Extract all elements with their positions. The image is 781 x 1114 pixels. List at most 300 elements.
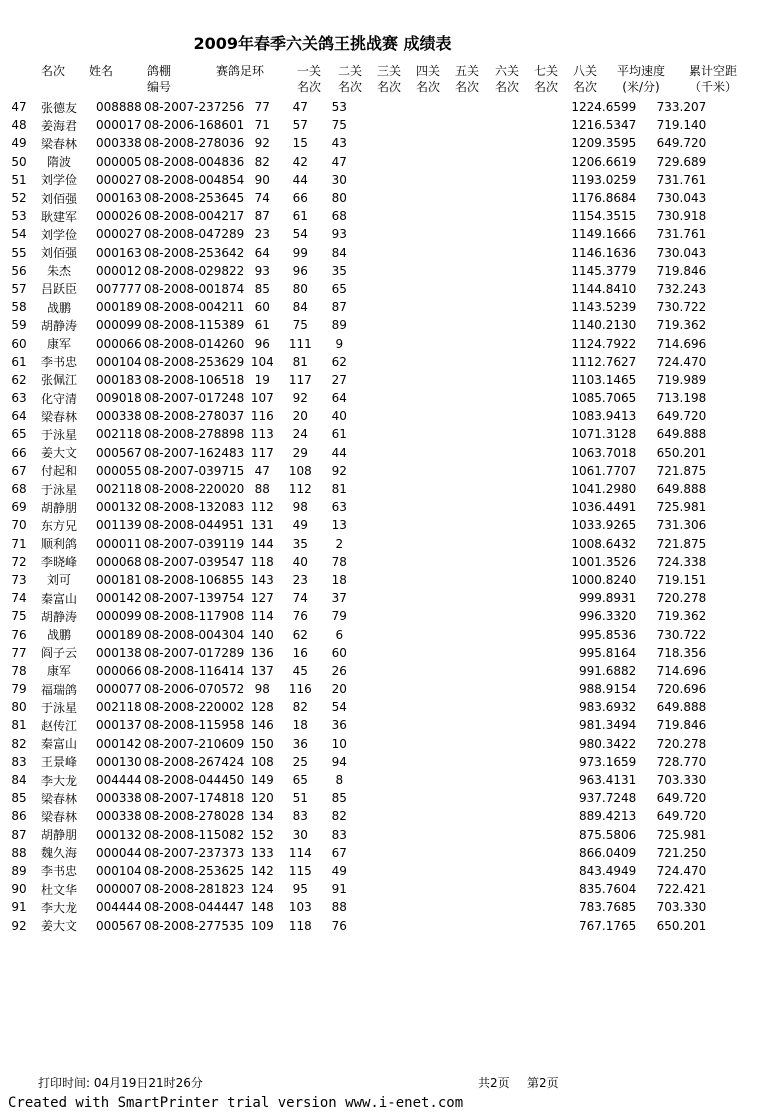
cell-speed: 843.4949 bbox=[579, 863, 637, 878]
cell-r3: 18 bbox=[331, 572, 347, 587]
cell-spacer bbox=[358, 498, 556, 516]
cell-r1: 150 bbox=[250, 736, 274, 751]
cell-r1: 134 bbox=[250, 809, 274, 824]
cell-r1: 98 bbox=[254, 682, 270, 697]
cell-rank: 86 bbox=[11, 809, 27, 824]
cell-rank: 48 bbox=[11, 118, 27, 133]
cell-spacer bbox=[80, 189, 96, 207]
table-row bbox=[0, 298, 706, 316]
cell-rank: 81 bbox=[11, 718, 27, 733]
cell-dist: 650.201 bbox=[656, 918, 707, 933]
cell-dist: 649.720 bbox=[656, 409, 707, 424]
cell-name: 耿建军 bbox=[40, 209, 77, 224]
cell-dist: 719.362 bbox=[656, 609, 707, 624]
cell-dist: 731.306 bbox=[656, 518, 707, 533]
table-row bbox=[0, 153, 706, 171]
cell-spacer bbox=[80, 371, 96, 389]
cell-ring: 08-2007-039715 bbox=[144, 463, 245, 478]
cell-spacer bbox=[80, 353, 96, 371]
cell-spacer bbox=[80, 589, 96, 607]
cell-r3: 93 bbox=[331, 227, 347, 242]
cell-ring: 08-2008-044447 bbox=[144, 900, 245, 915]
cell-name: 李大龙 bbox=[40, 900, 77, 915]
cell-speed: 981.3494 bbox=[579, 718, 637, 733]
cell-r3: 80 bbox=[331, 191, 347, 206]
print-time: 打印时间: 04月19日21时26分 bbox=[38, 1076, 203, 1090]
table-row bbox=[0, 698, 706, 716]
table-row bbox=[0, 189, 706, 207]
cell-speed: 1176.8684 bbox=[571, 191, 637, 206]
cell-spacer bbox=[80, 225, 96, 243]
cell-r1: 133 bbox=[250, 845, 274, 860]
cell-spacer bbox=[358, 244, 556, 262]
cell-loft: 000138 bbox=[96, 645, 142, 660]
cell-r3: 94 bbox=[331, 754, 347, 769]
cell-r1: 108 bbox=[250, 754, 274, 769]
cell-r1: 60 bbox=[254, 300, 270, 315]
cell-spacer bbox=[358, 444, 556, 462]
table-row bbox=[0, 280, 706, 298]
cell-rank: 65 bbox=[11, 427, 27, 442]
cell-r3: 64 bbox=[331, 391, 347, 406]
cell-r1: 71 bbox=[254, 118, 270, 133]
cell-rank: 66 bbox=[11, 445, 27, 460]
cell-loft: 000017 bbox=[96, 118, 142, 133]
cell-spacer bbox=[80, 862, 96, 880]
header-round-6: 六关 名次 bbox=[494, 64, 519, 94]
cell-r1: 92 bbox=[254, 136, 270, 151]
cell-r2: 84 bbox=[292, 300, 308, 315]
cell-r3: 60 bbox=[331, 645, 347, 660]
cell-spacer bbox=[80, 698, 96, 716]
cell-rank: 67 bbox=[11, 463, 27, 478]
cell-loft: 000137 bbox=[96, 718, 142, 733]
cell-rank: 63 bbox=[11, 391, 27, 406]
cell-r3: 20 bbox=[331, 682, 347, 697]
cell-ring: 08-2008-044951 bbox=[144, 518, 245, 533]
cell-speed: 973.1659 bbox=[579, 754, 637, 769]
cell-r3: 87 bbox=[331, 300, 347, 315]
cell-ring: 08-2008-115958 bbox=[144, 718, 245, 733]
cell-speed: 1001.3526 bbox=[571, 554, 637, 569]
trial-watermark: Created with SmartPrinter trial version www.i-enet.com bbox=[8, 1095, 464, 1111]
cell-spacer bbox=[80, 262, 96, 280]
cell-name: 康军 bbox=[46, 664, 71, 679]
table-row bbox=[0, 898, 706, 916]
table-row bbox=[0, 826, 706, 844]
cell-speed: 875.5806 bbox=[579, 827, 637, 842]
cell-ring: 08-2008-044450 bbox=[144, 773, 245, 788]
cell-ring: 08-2007-237256 bbox=[144, 100, 245, 115]
table-row bbox=[0, 407, 706, 425]
cell-r1: 146 bbox=[250, 718, 274, 733]
cell-name: 赵传江 bbox=[40, 718, 77, 733]
cell-rank: 64 bbox=[11, 409, 27, 424]
cell-r2: 24 bbox=[292, 427, 308, 442]
header-name: 姓名 bbox=[88, 64, 113, 78]
cell-name: 梁春林 bbox=[40, 409, 77, 424]
cell-r3: 68 bbox=[331, 209, 347, 224]
cell-dist: 729.689 bbox=[656, 154, 707, 169]
cell-loft: 000077 bbox=[96, 682, 142, 697]
cell-speed: 1000.8240 bbox=[571, 572, 637, 587]
cell-r2: 103 bbox=[288, 900, 312, 915]
cell-spacer bbox=[358, 516, 556, 534]
cell-r3: 78 bbox=[331, 554, 347, 569]
cell-name: 阎子云 bbox=[40, 646, 77, 661]
cell-name: 秦富山 bbox=[40, 591, 77, 606]
cell-spacer bbox=[358, 334, 556, 352]
cell-name: 姜大文 bbox=[40, 446, 77, 461]
cell-spacer bbox=[80, 480, 96, 498]
cell-dist: 719.846 bbox=[656, 718, 707, 733]
cell-loft: 000130 bbox=[96, 754, 142, 769]
cell-dist: 719.151 bbox=[656, 572, 707, 587]
cell-r2: 95 bbox=[292, 882, 308, 897]
cell-spacer bbox=[358, 225, 556, 243]
cell-r2: 42 bbox=[292, 154, 308, 169]
cell-name: 吕跃臣 bbox=[40, 282, 77, 297]
cell-r1: 118 bbox=[250, 554, 274, 569]
cell-r1: 152 bbox=[250, 827, 274, 842]
cell-name: 东方兄 bbox=[40, 518, 77, 533]
cell-name: 李书忠 bbox=[40, 864, 77, 879]
header-round-5: 五关 名次 bbox=[454, 64, 479, 94]
cell-speed: 1063.7018 bbox=[571, 445, 637, 460]
cell-dist: 719.989 bbox=[656, 372, 707, 387]
cell-loft: 000163 bbox=[96, 191, 142, 206]
cell-dist: 732.243 bbox=[656, 281, 707, 296]
cell-speed: 1149.1666 bbox=[571, 227, 637, 242]
cell-rank: 69 bbox=[11, 500, 27, 515]
cell-ring: 08-2008-281823 bbox=[144, 882, 245, 897]
cell-dist: 649.888 bbox=[656, 482, 707, 497]
table-row bbox=[0, 662, 706, 680]
cell-spacer bbox=[80, 535, 96, 553]
cell-r2: 49 bbox=[292, 518, 308, 533]
cell-spacer bbox=[80, 389, 96, 407]
cell-ring: 08-2008-004836 bbox=[144, 154, 245, 169]
cell-r3: 2 bbox=[335, 536, 344, 551]
cell-ring: 08-2006-168601 bbox=[144, 118, 245, 133]
table-row bbox=[0, 589, 706, 607]
table-row bbox=[0, 480, 706, 498]
cell-rank: 73 bbox=[11, 572, 27, 587]
cell-rank: 90 bbox=[11, 882, 27, 897]
cell-dist: 703.330 bbox=[656, 900, 707, 915]
cell-r2: 83 bbox=[292, 809, 308, 824]
cell-spacer bbox=[358, 589, 556, 607]
cell-r2: 23 bbox=[292, 572, 308, 587]
cell-name: 胡静朋 bbox=[40, 828, 77, 843]
table-row bbox=[0, 207, 706, 225]
cell-dist: 731.761 bbox=[656, 172, 707, 187]
cell-r2: 36 bbox=[292, 736, 308, 751]
cell-r2: 15 bbox=[292, 136, 308, 151]
cell-ring: 08-2008-115082 bbox=[144, 827, 245, 842]
cell-speed: 1216.5347 bbox=[571, 118, 637, 133]
table-row bbox=[0, 225, 706, 243]
cell-rank: 47 bbox=[11, 100, 27, 115]
page-title: 2009年春季六关鸽王挑战赛 成绩表 bbox=[193, 34, 452, 53]
table-row bbox=[0, 444, 706, 462]
cell-dist: 725.981 bbox=[656, 827, 707, 842]
table-row bbox=[0, 644, 706, 662]
cell-speed: 999.8931 bbox=[579, 591, 637, 606]
cell-r3: 13 bbox=[331, 518, 347, 533]
header-round-3: 三关 名次 bbox=[376, 64, 401, 94]
cell-ring: 08-2008-253642 bbox=[144, 245, 245, 260]
cell-speed: 995.8164 bbox=[579, 645, 637, 660]
cell-name: 福瑞鸽 bbox=[40, 682, 77, 697]
cell-speed: 1112.7627 bbox=[571, 354, 637, 369]
cell-name: 朱杰 bbox=[46, 264, 71, 279]
cell-r1: 140 bbox=[250, 627, 274, 642]
cell-rank: 79 bbox=[11, 682, 27, 697]
cell-spacer bbox=[358, 880, 556, 898]
cell-speed: 991.6882 bbox=[579, 663, 637, 678]
cell-rank: 75 bbox=[11, 609, 27, 624]
cell-r3: 65 bbox=[331, 281, 347, 296]
cell-dist: 713.198 bbox=[656, 391, 707, 406]
cell-r3: 62 bbox=[331, 354, 347, 369]
cell-r1: 114 bbox=[250, 609, 274, 624]
cell-ring: 08-2008-253625 bbox=[144, 863, 245, 878]
cell-spacer bbox=[358, 644, 556, 662]
cell-speed: 1124.7922 bbox=[571, 336, 637, 351]
cell-spacer bbox=[80, 171, 96, 189]
cell-rank: 83 bbox=[11, 754, 27, 769]
cell-spacer bbox=[358, 735, 556, 753]
cell-rank: 87 bbox=[11, 827, 27, 842]
cell-r2: 45 bbox=[292, 663, 308, 678]
cell-name: 刘可 bbox=[46, 573, 71, 588]
cell-dist: 730.722 bbox=[656, 627, 707, 642]
cell-spacer bbox=[358, 298, 556, 316]
table-row bbox=[0, 389, 706, 407]
cell-rank: 51 bbox=[11, 172, 27, 187]
cell-speed: 980.3422 bbox=[579, 736, 637, 751]
cell-ring: 08-2008-004304 bbox=[144, 627, 245, 642]
cell-spacer bbox=[80, 716, 96, 734]
cell-rank: 49 bbox=[11, 136, 27, 151]
cell-r1: 137 bbox=[250, 663, 274, 678]
header-total-distance: 累计空距 （千米） bbox=[688, 64, 737, 94]
cell-r3: 63 bbox=[331, 500, 347, 515]
cell-r3: 83 bbox=[331, 827, 347, 842]
cell-ring: 08-2008-117908 bbox=[144, 609, 245, 624]
cell-dist: 730.043 bbox=[656, 191, 707, 206]
table-row bbox=[0, 134, 706, 152]
cell-name: 付起和 bbox=[40, 464, 77, 479]
table-row bbox=[0, 353, 706, 371]
cell-spacer bbox=[358, 753, 556, 771]
cell-ring: 08-2008-106855 bbox=[144, 572, 245, 587]
cell-r3: 89 bbox=[331, 318, 347, 333]
cell-loft: 000189 bbox=[96, 627, 142, 642]
cell-rank: 62 bbox=[11, 372, 27, 387]
cell-r2: 115 bbox=[288, 863, 312, 878]
cell-spacer bbox=[80, 280, 96, 298]
cell-r2: 40 bbox=[292, 554, 308, 569]
cell-loft: 000012 bbox=[96, 263, 142, 278]
table-row bbox=[0, 807, 706, 825]
cell-dist: 721.875 bbox=[656, 536, 707, 551]
table-row bbox=[0, 916, 706, 934]
cell-loft: 000132 bbox=[96, 500, 142, 515]
cell-ring: 08-2008-278028 bbox=[144, 809, 245, 824]
cell-r2: 62 bbox=[292, 627, 308, 642]
cell-spacer bbox=[358, 553, 556, 571]
cell-r3: 6 bbox=[335, 627, 344, 642]
cell-r1: 142 bbox=[250, 863, 274, 878]
cell-ring: 08-2007-039119 bbox=[144, 536, 245, 551]
cell-dist: 724.470 bbox=[656, 863, 707, 878]
cell-spacer bbox=[358, 789, 556, 807]
cell-spacer bbox=[80, 916, 96, 934]
cell-name: 刘学俭 bbox=[40, 227, 77, 242]
cell-dist: 730.722 bbox=[656, 300, 707, 315]
cell-loft: 000567 bbox=[96, 445, 142, 460]
cell-rank: 80 bbox=[11, 700, 27, 715]
cell-name: 于泳星 bbox=[40, 482, 77, 497]
header-round-4: 四关 名次 bbox=[415, 64, 440, 94]
cell-dist: 724.470 bbox=[656, 354, 707, 369]
table-row bbox=[0, 716, 706, 734]
cell-name: 杜文华 bbox=[40, 882, 77, 897]
cell-r1: 87 bbox=[254, 209, 270, 224]
cell-r2: 75 bbox=[292, 318, 308, 333]
cell-speed: 1036.4491 bbox=[571, 500, 637, 515]
cell-loft: 002118 bbox=[96, 427, 142, 442]
cell-speed: 1008.6432 bbox=[571, 536, 637, 551]
cell-r1: 113 bbox=[250, 427, 274, 442]
cell-rank: 71 bbox=[11, 536, 27, 551]
cell-ring: 08-2008-029822 bbox=[144, 263, 245, 278]
cell-r2: 76 bbox=[292, 609, 308, 624]
cell-r2: 66 bbox=[292, 191, 308, 206]
cell-rank: 72 bbox=[11, 554, 27, 569]
cell-r3: 37 bbox=[331, 591, 347, 606]
table-row bbox=[0, 789, 706, 807]
cell-r3: 47 bbox=[331, 154, 347, 169]
cell-speed: 1083.9413 bbox=[571, 409, 637, 424]
cell-r3: 40 bbox=[331, 409, 347, 424]
cell-r1: 85 bbox=[254, 281, 270, 296]
cell-name: 战鹏 bbox=[46, 628, 71, 643]
cell-rank: 50 bbox=[11, 154, 27, 169]
table-row bbox=[0, 116, 706, 134]
header-avg-speed: 平均速度 (米/分) bbox=[616, 64, 665, 94]
cell-dist: 719.846 bbox=[656, 263, 707, 278]
cell-r1: 107 bbox=[250, 391, 274, 406]
cell-r3: 81 bbox=[331, 482, 347, 497]
cell-dist: 720.278 bbox=[656, 591, 707, 606]
cell-r2: 96 bbox=[292, 263, 308, 278]
cell-name: 梁春林 bbox=[40, 791, 77, 806]
cell-ring: 08-2007-210609 bbox=[144, 736, 245, 751]
cell-speed: 1071.3128 bbox=[571, 427, 637, 442]
cell-ring: 08-2008-001874 bbox=[144, 281, 245, 296]
cell-loft: 000099 bbox=[96, 318, 142, 333]
header-round-7: 七关 名次 bbox=[533, 64, 558, 94]
cell-r2: 20 bbox=[292, 409, 308, 424]
cell-ring: 08-2008-220020 bbox=[144, 482, 245, 497]
cell-loft: 000026 bbox=[96, 209, 142, 224]
cell-dist: 728.770 bbox=[656, 754, 707, 769]
cell-r1: 112 bbox=[250, 500, 274, 515]
cell-spacer bbox=[80, 625, 96, 643]
cell-loft: 000055 bbox=[96, 463, 142, 478]
cell-spacer bbox=[80, 516, 96, 534]
cell-r2: 74 bbox=[292, 591, 308, 606]
cell-r3: 36 bbox=[331, 718, 347, 733]
cell-rank: 60 bbox=[11, 336, 27, 351]
cell-spacer bbox=[358, 316, 556, 334]
cell-r2: 51 bbox=[292, 791, 308, 806]
cell-name: 姜大文 bbox=[40, 919, 77, 934]
header-loft: 鸽棚 编号 bbox=[146, 64, 171, 94]
cell-r2: 30 bbox=[292, 827, 308, 842]
cell-name: 李晓峰 bbox=[40, 555, 77, 570]
cell-r1: 117 bbox=[250, 445, 274, 460]
cell-ring: 08-2008-004854 bbox=[144, 172, 245, 187]
cell-ring: 08-2008-278898 bbox=[144, 427, 245, 442]
cell-speed: 767.1765 bbox=[579, 918, 637, 933]
cell-rank: 82 bbox=[11, 736, 27, 751]
cell-spacer bbox=[358, 625, 556, 643]
cell-spacer bbox=[80, 316, 96, 334]
cell-r3: 35 bbox=[331, 263, 347, 278]
cell-dist: 649.720 bbox=[656, 791, 707, 806]
cell-r2: 47 bbox=[292, 100, 308, 115]
cell-r3: 10 bbox=[331, 736, 347, 751]
cell-spacer bbox=[80, 134, 96, 152]
cell-loft: 000142 bbox=[96, 591, 142, 606]
cell-ring: 08-2007-174818 bbox=[144, 791, 245, 806]
total-pages: 共2页 bbox=[478, 1076, 510, 1090]
cell-rank: 84 bbox=[11, 773, 27, 788]
cell-r2: 118 bbox=[288, 918, 312, 933]
cell-name: 李书忠 bbox=[40, 355, 77, 370]
cell-speed: 866.0409 bbox=[579, 845, 637, 860]
cell-r2: 80 bbox=[292, 281, 308, 296]
cell-dist: 724.338 bbox=[656, 554, 707, 569]
cell-spacer bbox=[358, 826, 556, 844]
cell-spacer bbox=[358, 716, 556, 734]
cell-r3: 61 bbox=[331, 427, 347, 442]
cell-rank: 58 bbox=[11, 300, 27, 315]
cell-spacer bbox=[358, 698, 556, 716]
cell-r1: 23 bbox=[254, 227, 270, 242]
cell-ring: 08-2007-017289 bbox=[144, 645, 245, 660]
cell-ring: 08-2008-115389 bbox=[144, 318, 245, 333]
cell-rank: 89 bbox=[11, 863, 27, 878]
cell-name: 胡静涛 bbox=[40, 609, 77, 624]
cell-ring: 08-2007-237373 bbox=[144, 845, 245, 860]
cell-loft: 000099 bbox=[96, 609, 142, 624]
cell-spacer bbox=[80, 771, 96, 789]
cell-r2: 25 bbox=[292, 754, 308, 769]
cell-dist: 714.696 bbox=[656, 663, 707, 678]
cell-loft: 000338 bbox=[96, 791, 142, 806]
cell-r2: 57 bbox=[292, 118, 308, 133]
cell-dist: 730.918 bbox=[656, 209, 707, 224]
cell-dist: 730.043 bbox=[656, 245, 707, 260]
cell-loft: 000007 bbox=[96, 882, 142, 897]
cell-r1: 90 bbox=[254, 172, 270, 187]
cell-r1: 149 bbox=[250, 773, 274, 788]
